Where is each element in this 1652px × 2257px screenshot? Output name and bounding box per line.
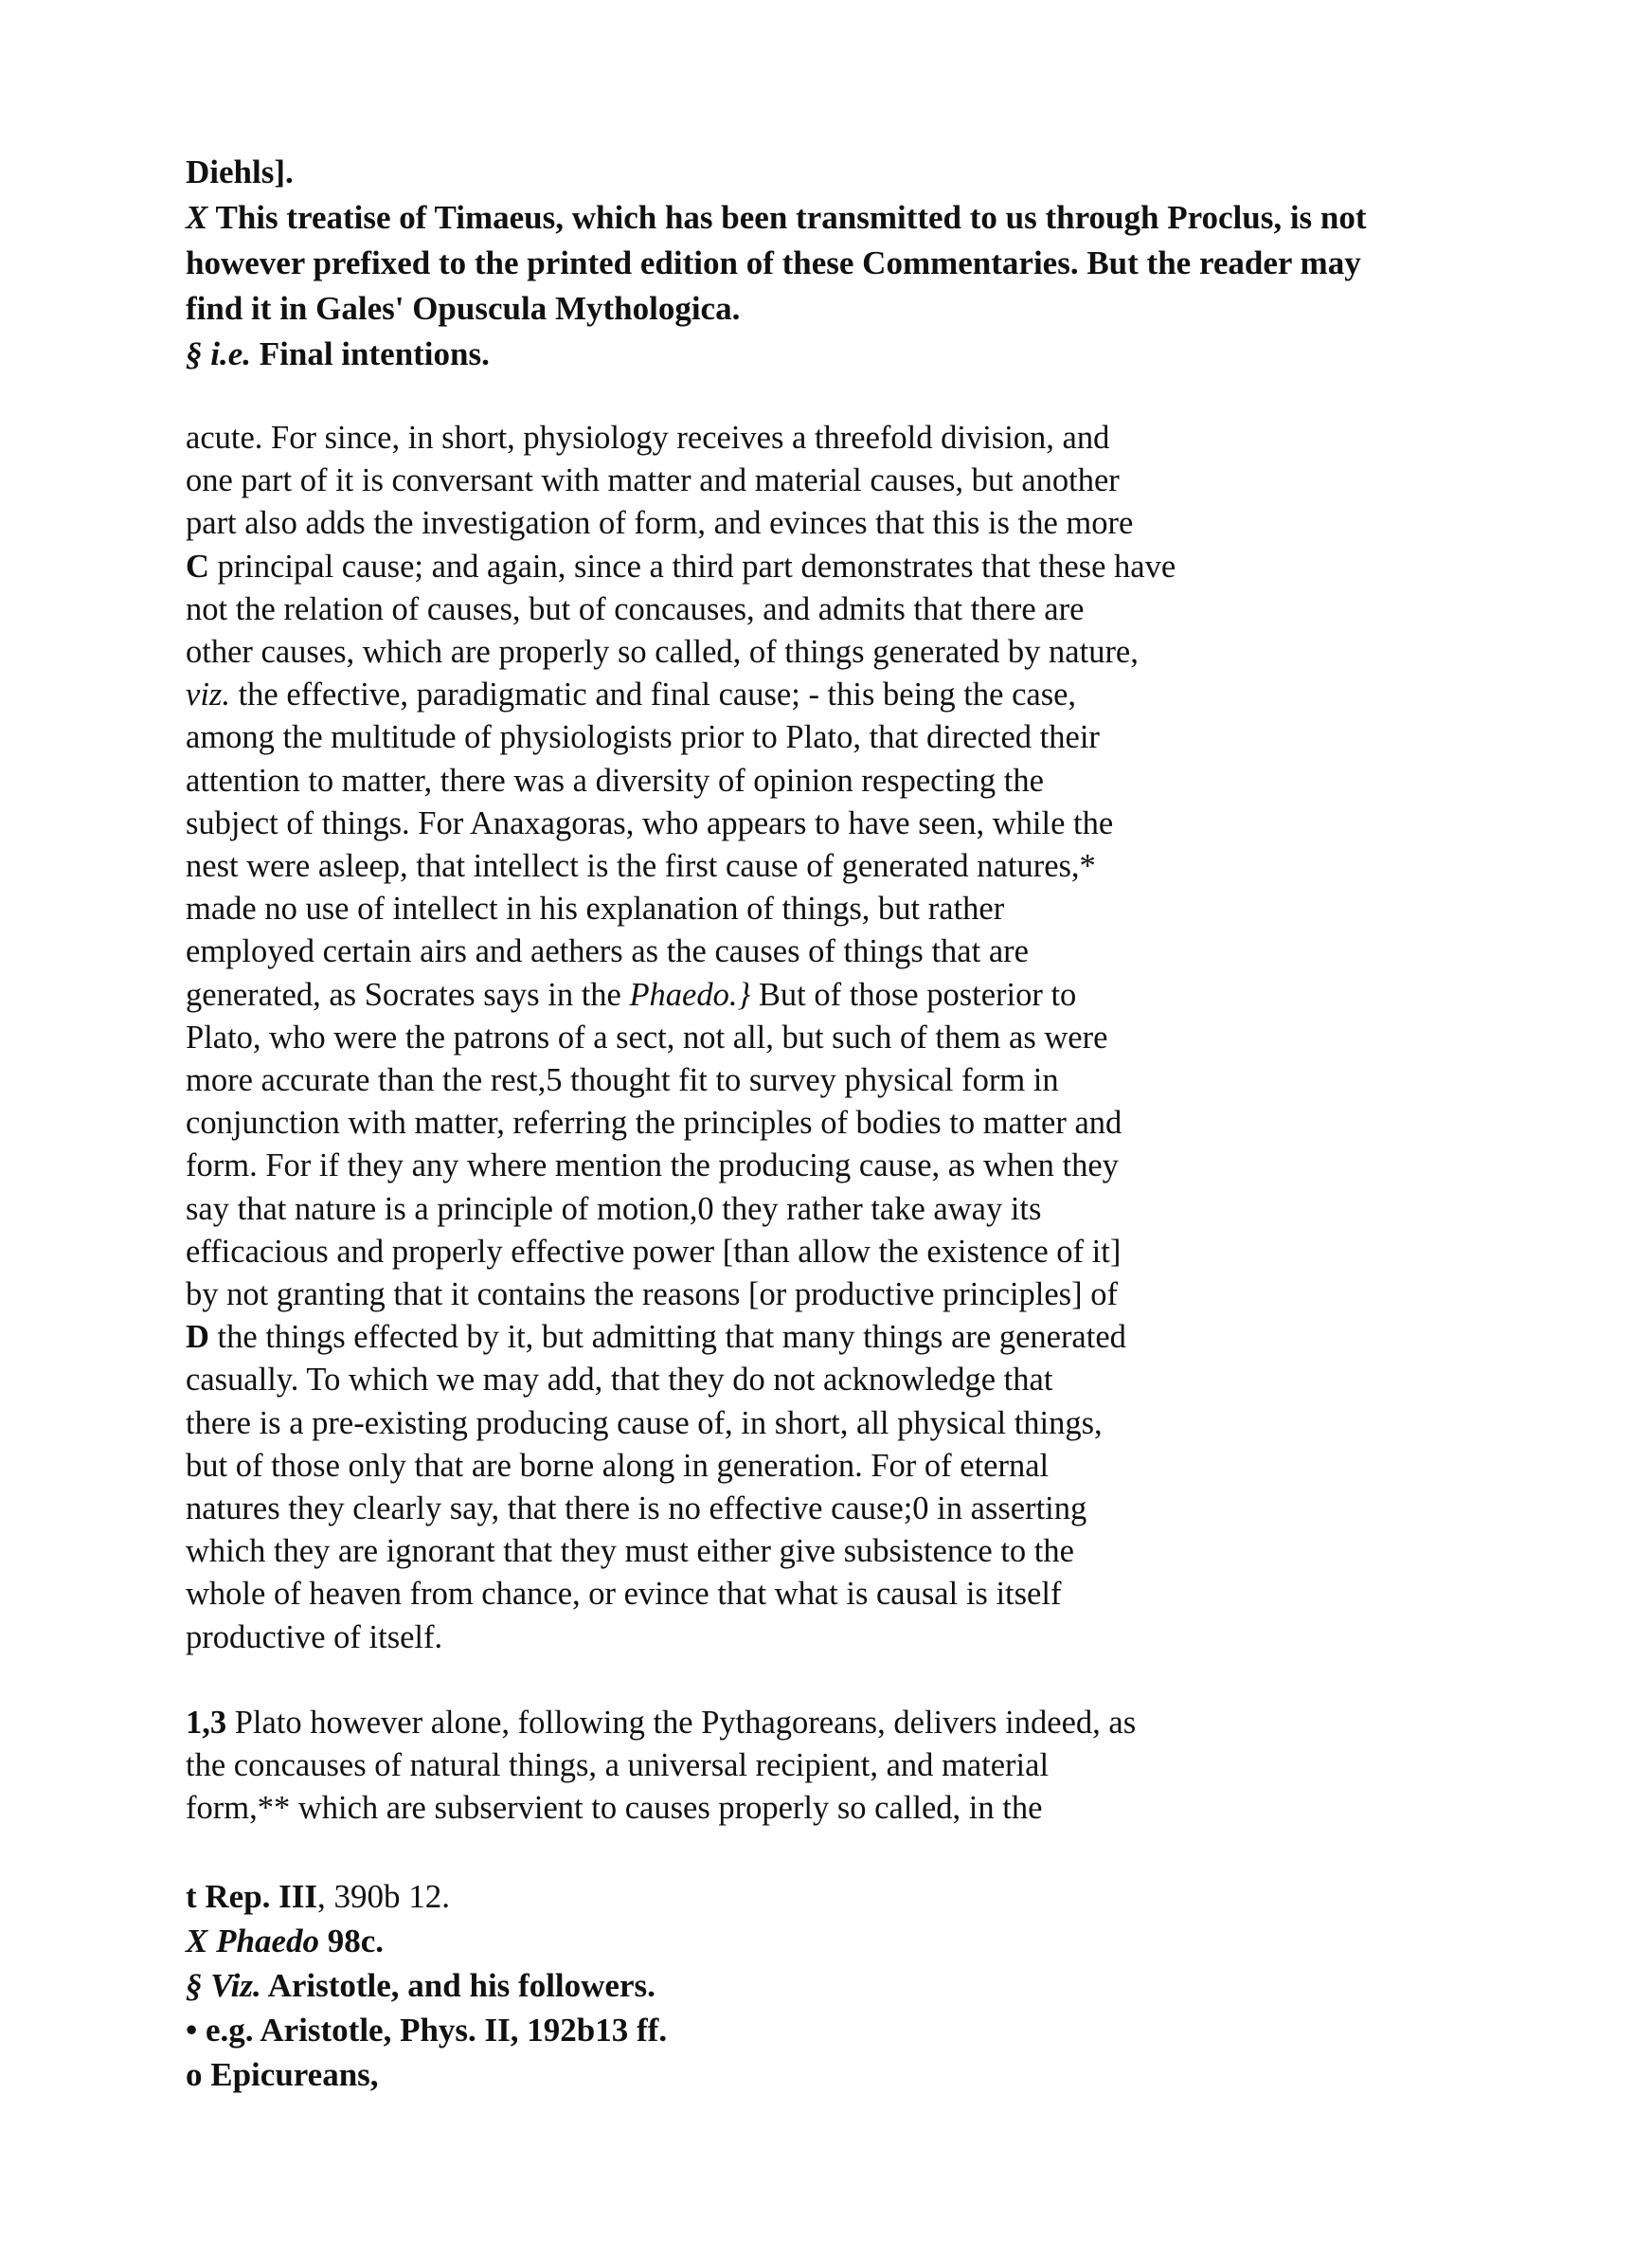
text-line: productive of itself. bbox=[186, 1618, 443, 1655]
text-line: not the relation of causes, but of concauses, and admits that there are bbox=[186, 590, 1085, 627]
footnote-line: • e.g. Aristotle, Phys. II, 192b13 ff. bbox=[186, 2011, 668, 2049]
text-line: say that nature is a principle of motion,0 they rather take away its bbox=[186, 1190, 1042, 1227]
text-line: subject of things. For Anaxagoras, who appears to have seen, while the bbox=[186, 804, 1114, 841]
text-line: conjunction with matter, referring the principles of bodies to matter and bbox=[186, 1105, 1122, 1142]
footnote-line: find it in Gales' Opuscula Mythologica. bbox=[186, 290, 741, 327]
text-line: more accurate than the rest,5 thought fit to survey physical form in bbox=[186, 1062, 1059, 1099]
footnote-line: X Phaedo 98c. bbox=[186, 1922, 385, 1959]
margin-marker: D bbox=[186, 1319, 209, 1356]
text-line: viz. the effective, paradigmatic and final cause; - this being the case, bbox=[186, 677, 1077, 713]
footnote-line: Diehls]. bbox=[186, 153, 294, 190]
text-line: one part of it is conversant with matter and material causes, but another bbox=[186, 462, 1120, 499]
text-line: part also adds the investigation of form, and evinces that this is the more bbox=[186, 505, 1134, 542]
text-line: form,** which are subservient to causes properly so called, in the bbox=[186, 1790, 1043, 1827]
text-line: by not granting that it contains the reasons [or productive principles] of bbox=[186, 1276, 1118, 1313]
text-line: there is a pre-existing producing cause of, in short, all physical things, bbox=[186, 1404, 1103, 1441]
text-line: among the multitude of physiologists prior to Plato, that directed their bbox=[186, 719, 1100, 756]
top-footnotes bbox=[186, 150, 1512, 377]
text-line: natures they clearly say, that there is no effective cause;0 in asserting bbox=[186, 1490, 1087, 1527]
text-line: employed certain airs and aethers as the causes of things that are bbox=[186, 933, 1029, 970]
footnote-line: t Rep. III, 390b 12. bbox=[186, 1877, 451, 1915]
text-line: made no use of intellect in his explanation of things, but rather bbox=[186, 891, 1005, 928]
document-page bbox=[186, 150, 1512, 2097]
text-line: casually. To which we may add, that they do not acknowledge that bbox=[186, 1362, 1053, 1399]
text-line: acute. For since, in short, physiology receives a threefold division, and bbox=[186, 420, 1110, 456]
footnote-line: X This treatise of Timaeus, which has been transmitted to us through Proclus, is not bbox=[186, 199, 1367, 236]
footnote-line: o Epicureans, bbox=[186, 2055, 379, 2093]
text-line: Plato, who were the patrons of a sect, not all, but such of them as were bbox=[186, 1019, 1108, 1056]
margin-marker: 1,3 bbox=[186, 1704, 227, 1741]
text-line: generated, as Socrates says in the Phaedo.} But of those posterior to bbox=[186, 976, 1077, 1013]
text-line: other causes, which are properly so called, of things generated by nature, bbox=[186, 634, 1139, 671]
margin-marker: C bbox=[186, 548, 209, 585]
text-line: which they are ignorant that they must either give subsistence to the bbox=[186, 1533, 1074, 1570]
text-line: the concauses of natural things, a universal recipient, and material bbox=[186, 1747, 1050, 1784]
main-paragraph bbox=[186, 417, 1512, 1659]
text-line: D the things effected by it, but admitting that many things are generated bbox=[186, 1319, 1126, 1356]
second-paragraph bbox=[186, 1702, 1512, 1831]
text-line: nest were asleep, that intellect is the first cause of generated natures,* bbox=[186, 848, 1096, 885]
text-line: but of those only that are borne along in generation. For of eternal bbox=[186, 1447, 1050, 1484]
text-line: 1,3 Plato however alone, following the Pythagoreans, delivers indeed, as bbox=[186, 1704, 1137, 1741]
text-line: C principal cause; and again, since a third part demonstrates that these have bbox=[186, 548, 1176, 585]
text-line: attention to matter, there was a diversity of opinion respecting the bbox=[186, 762, 1044, 799]
text-line: form. For if they any where mention the producing cause, as when they bbox=[186, 1147, 1119, 1184]
bottom-footnotes bbox=[186, 1874, 1512, 2097]
text-line: efficacious and properly effective power [than allow the existence of it] bbox=[186, 1233, 1122, 1270]
footnote-line: § i.e. Final intentions. bbox=[186, 335, 490, 372]
footnote-line: § Viz. Aristotle, and his followers. bbox=[186, 1966, 655, 2004]
text-line: whole of heaven from chance, or evince that what is causal is itself bbox=[186, 1576, 1062, 1613]
footnote-line: however prefixed to the printed edition of these Commentaries. But the reader may bbox=[186, 244, 1361, 281]
